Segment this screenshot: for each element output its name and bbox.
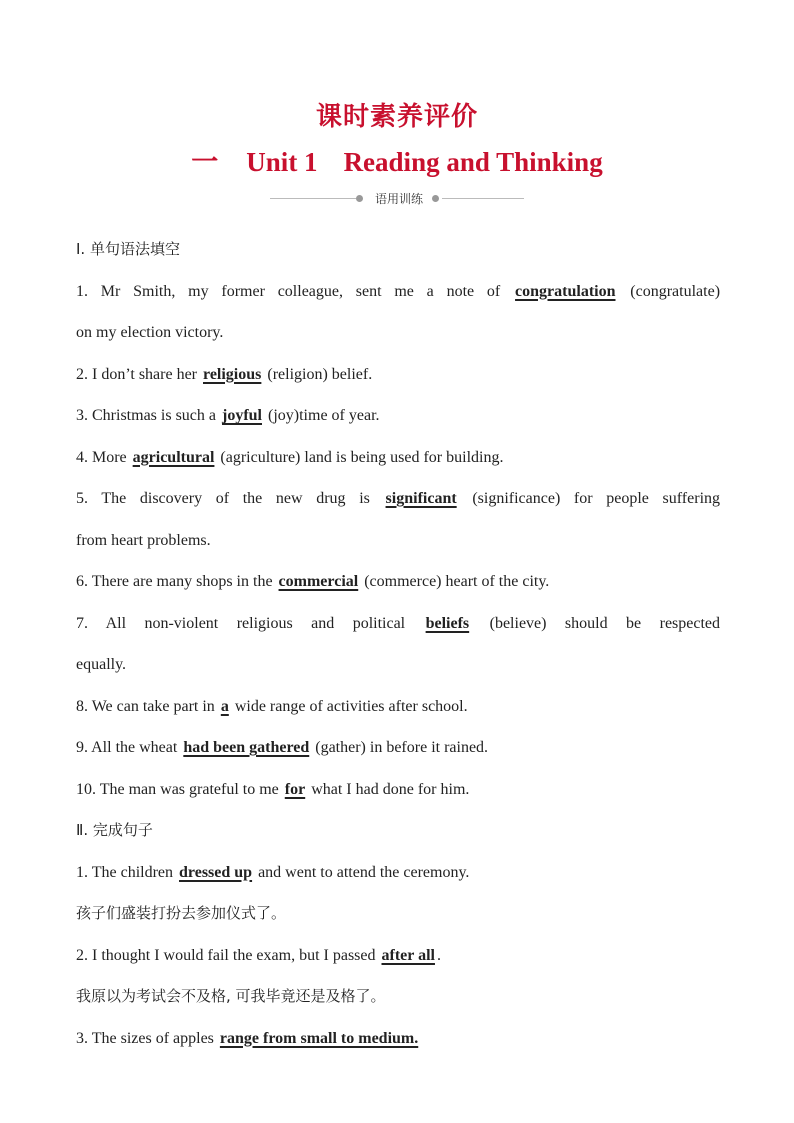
question-text: 8. We can take part in [76,697,215,715]
question-text: 3. Christmas is such a [76,407,216,424]
answer-blank: dressed up [179,863,253,881]
answer-blank: agricultural [132,448,215,466]
answer-blank: congratulation [515,282,616,300]
sentence-rest: . [436,946,441,964]
sentence-translation: 我原以为考试会不及格, 可我毕竟还是及格了。 [76,987,386,1005]
question-item [76,686,720,728]
question-continuation: on my election victory. [76,324,224,341]
answer-blank: beliefs [425,614,470,632]
sentence-item [76,935,720,977]
question-hint: (agriculture) land is being used for building. [220,448,504,466]
question-hint: wide range of activities after school. [234,697,468,715]
subtitle-dash: 一 [191,147,219,178]
answer-blank: had been gathered [183,739,310,756]
section-heading: Ⅰ. 单句语法填空 [76,240,180,258]
question-text: 10. The man was grateful to me [76,780,279,798]
question-hint: (gather) in before it rained. [315,739,489,756]
question-text: 7. All non-violent religious and political [76,614,406,632]
question-item [76,561,720,603]
question-hint: (believe) should be respected [489,614,721,632]
divider-line-left [270,198,356,199]
subtitle-topic: Reading and Thinking [343,147,603,177]
answer-blank: for [284,780,306,798]
answer-blank: a [220,697,229,715]
question-hint: (joy)time of year. [268,407,380,424]
question-hint: what I had done for him. [311,780,470,798]
question-item [76,769,720,811]
sentence-text: 1. The children [76,863,174,881]
sentence-item [76,852,720,894]
page-title: 课时素养评价 [315,102,478,132]
question-text: 4. More [76,448,127,466]
question-hint: (religion) belief. [267,365,373,383]
sentence-rest: and went to attend the ceremony. [258,863,470,881]
answer-blank: after all [381,946,435,964]
divider-line-right [442,198,524,199]
question-hint: (congratulate) [630,282,721,300]
question-item [76,478,720,520]
question-item [76,727,720,769]
divider-dot-left [356,195,363,202]
question-text: 9. All the wheat [76,739,178,756]
question-text: 1. Mr Smith, my former colleague, sent me a note of [76,282,501,300]
question-item [76,603,720,645]
question-text: 5. The discovery of the new drug is [76,490,370,507]
answer-blank: range from small to medium. [219,1029,419,1047]
question-hint: (significance) for people suffering [472,490,721,507]
question-text: 2. I don’t share her [76,365,197,383]
question-continuation: from heart problems. [76,531,211,549]
question-item [76,437,720,479]
sentence-text: 3. The sizes of apples [76,1029,214,1047]
divider-label: 语用训练 [374,192,423,206]
answer-blank: significant [385,490,457,507]
answer-blank: commercial [278,573,359,590]
page-subtitle [0,140,794,179]
worksheet-content [76,229,720,1059]
question-item [76,354,720,396]
answer-blank: religious [203,365,262,383]
question-hint: (commerce) heart of the city. [364,573,550,590]
question-text: 6. There are many shops in the [76,573,273,590]
question-continuation: equally. [76,656,127,673]
question-item [76,271,720,313]
sentence-translation: 孩子们盛装打扮去参加仪式了。 [76,904,287,922]
divider-dot-right [432,195,439,202]
answer-blank: joyful [222,407,262,424]
sentence-text: 2. I thought I would fail the exam, but I passed [76,946,376,964]
section-divider [270,190,524,208]
question-item [76,395,720,437]
sentence-item [76,1018,720,1060]
section-heading: Ⅱ. 完成句子 [76,821,153,839]
subtitle-unit: Unit 1 [246,147,318,177]
